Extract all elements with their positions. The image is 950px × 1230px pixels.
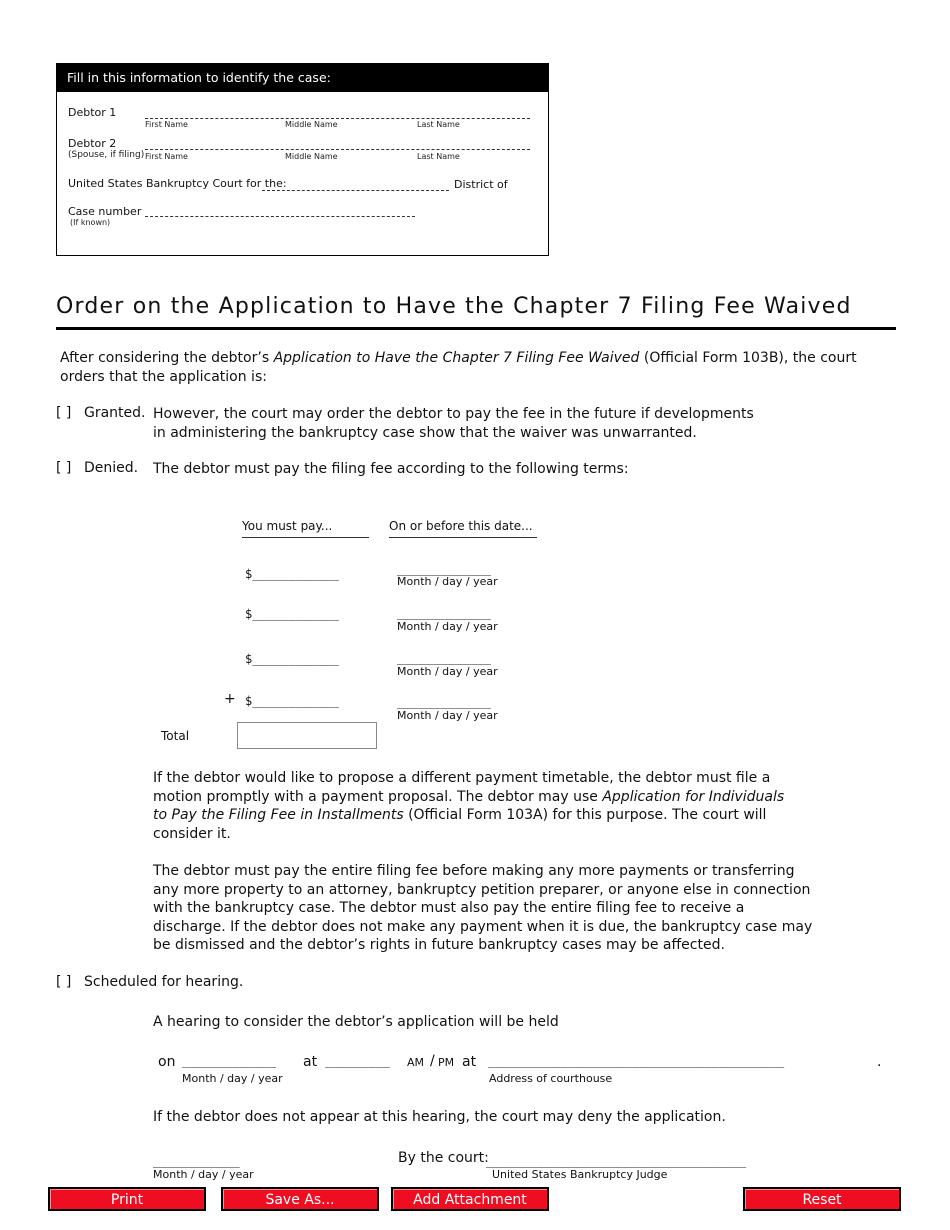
granted-checkbox[interactable]: [ ]: [56, 405, 72, 421]
court-label: United States Bankruptcy Court for the:: [68, 177, 287, 190]
debtor2-name-field[interactable]: [145, 149, 530, 150]
granted-text: However, the court may order the debtor to pay the fee in the future if developments in administering the bankruptcy case show that the waiver was unwarranted.: [153, 406, 754, 441]
timetable-paragraph: [153, 769, 793, 843]
hearing-at-label: at: [303, 1054, 318, 1070]
amount-field-4[interactable]: $____________: [245, 694, 339, 708]
title-divider: [56, 327, 896, 330]
date-field-3[interactable]: _____________: [397, 651, 491, 665]
courthouse-address-field[interactable]: _________________________________________: [488, 1054, 785, 1068]
date-hint-2: Month / day / year: [397, 620, 498, 633]
print-button[interactable]: [48, 1187, 206, 1211]
hearing-label: Scheduled for hearing.: [84, 974, 244, 990]
hearing-on-label: on: [158, 1054, 176, 1070]
timetable-text-1: If the debtor would like to propose a different payment timetable, the debtor must file a motion promptly with a payment proposal. The debtor may use: [153, 770, 771, 805]
am-label[interactable]: AM: [407, 1056, 425, 1069]
plus-sign: +: [224, 691, 236, 707]
granted-label: Granted.: [84, 405, 146, 421]
am-pm-slash: /: [430, 1053, 435, 1069]
date-field-2[interactable]: _____________: [397, 606, 491, 620]
intro-text-2: (Official Form 103B), the court orders that the application is:: [60, 350, 857, 385]
print-button-label: Print: [110, 1192, 144, 1208]
intro-paragraph: [60, 349, 860, 386]
case-info-box: [56, 63, 549, 256]
add-attachment-button-label: Add Attachment: [413, 1192, 527, 1208]
intro-form-title: Application to Have the Chapter 7 Filing Fee Waived: [273, 350, 640, 366]
intro-text-1: After considering the debtor’s: [60, 350, 274, 366]
col-date-header: On or before this date...: [389, 519, 537, 538]
case-box-header: Fill in this information to identify the case:: [57, 64, 548, 92]
reset-button-label: Reset: [802, 1192, 842, 1208]
no-appear-text: If the debtor does not appear at this hearing, the court may deny the application.: [153, 1109, 726, 1125]
timetable-form-title: Application for Individuals to Pay the Filing Fee in Installments: [153, 788, 785, 823]
debtor1-first-name-hint: First Name: [145, 120, 188, 129]
denied-checkbox[interactable]: [ ]: [56, 460, 72, 476]
judge-signature-field[interactable]: ____________________________________: [486, 1154, 747, 1168]
case-number-sublabel: (If known): [70, 218, 111, 227]
hearing-time-field[interactable]: _________: [325, 1054, 391, 1068]
hearing-date-hint: Month / day / year: [182, 1072, 283, 1085]
col-you-must-pay-header: You must pay...: [242, 519, 369, 538]
signature-date-hint: Month / day / year: [153, 1168, 254, 1181]
courthouse-address-hint: Address of courthouse: [489, 1072, 613, 1085]
save-as-button[interactable]: [221, 1187, 379, 1211]
denied-text: The debtor must pay the filing fee according to the following terms:: [153, 461, 629, 477]
hearing-at2-label: at: [462, 1054, 477, 1070]
date-field-4[interactable]: _____________: [397, 695, 491, 709]
date-hint-3: Month / day / year: [397, 665, 498, 678]
debtor1-label: Debtor 1: [68, 106, 117, 119]
pm-label[interactable]: PM: [438, 1056, 455, 1069]
debtor2-middle-name-hint: Middle Name: [285, 152, 338, 161]
amount-field-2[interactable]: $____________: [245, 607, 339, 621]
address-period: .: [877, 1054, 882, 1070]
hearing-date-field[interactable]: _____________: [182, 1054, 276, 1068]
page-title: Order on the Application to Have the Chapter 7 Filing Fee Waived: [56, 294, 852, 319]
debtor2-sublabel: (Spouse, if filing): [68, 150, 145, 160]
date-hint-4: Month / day / year: [397, 709, 498, 722]
reset-button[interactable]: [743, 1187, 901, 1211]
district-label: District of: [454, 178, 508, 191]
debtor1-name-field[interactable]: [145, 118, 530, 119]
debtor2-first-name-hint: First Name: [145, 152, 188, 161]
case-number-label: Case number: [68, 205, 142, 218]
court-field[interactable]: [262, 190, 449, 191]
debtor1-last-name-hint: Last Name: [417, 120, 460, 129]
debtor2-last-name-hint: Last Name: [417, 152, 460, 161]
denied-label: Denied.: [84, 460, 139, 476]
amount-field-1[interactable]: $____________: [245, 567, 339, 581]
hearing-checkbox[interactable]: [ ]: [56, 974, 72, 990]
total-field[interactable]: [237, 722, 377, 749]
date-hint-1: Month / day / year: [397, 575, 498, 588]
amount-field-3[interactable]: $____________: [245, 652, 339, 666]
debtor1-middle-name-hint: Middle Name: [285, 120, 338, 129]
save-as-button-label: Save As...: [265, 1192, 335, 1208]
hearing-intro: A hearing to consider the debtor’s application will be held: [153, 1014, 559, 1030]
signature-date-field[interactable]: ____________: [153, 1154, 240, 1168]
case-number-field[interactable]: [145, 216, 415, 217]
judge-hint: United States Bankruptcy Judge: [492, 1168, 668, 1181]
date-field-1[interactable]: _____________: [397, 562, 491, 576]
debtor2-label: Debtor 2: [68, 137, 117, 150]
total-label: Total: [161, 729, 190, 743]
timetable-text-2: (Official Form 103A) for this purpose. The court will consider it.: [153, 807, 767, 842]
add-attachment-button[interactable]: [391, 1187, 549, 1211]
entire-fee-paragraph: The debtor must pay the entire filing fee before making any more payments or transferring any more property to an attorney, bankruptcy petition preparer, or anyone else in connection with the bankruptcy case. The debtor must also pay the entire filing fee to receive a discharge. If the debtor does not make any payment when it is due, the bankruptcy case may be dismissed and the debtor’s rights in future bankruptcy cases may be affected.: [153, 863, 813, 953]
by-court-label: By the court:: [398, 1150, 489, 1166]
